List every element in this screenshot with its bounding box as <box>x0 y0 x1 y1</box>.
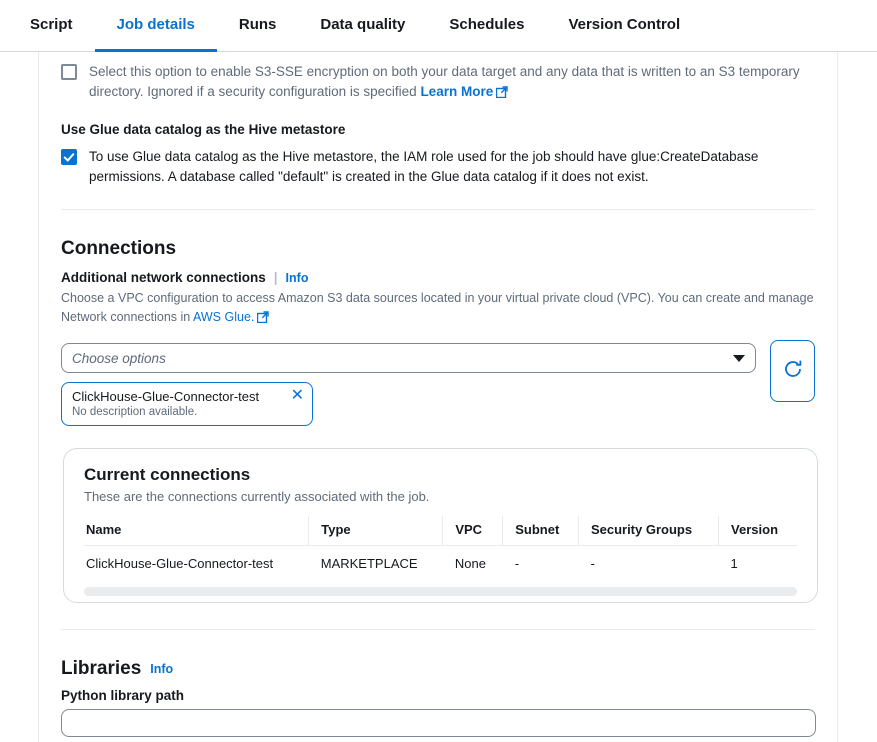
hive-metastore-text: To use Glue data catalog as the Hive metastore, the IAM role used for the job should have glue:CreateDatabase permissions. A database called "default" is created in the Glue data catalog if it does not exist. <box>89 149 759 184</box>
external-link-icon <box>257 310 269 329</box>
chevron-down-icon <box>733 355 745 362</box>
column-header-subnet: Subnet <box>503 516 579 546</box>
connections-select-placeholder: Choose options <box>72 350 166 366</box>
table-header-row <box>84 516 797 546</box>
additional-network-connections-label-row <box>61 270 815 285</box>
tab-version-control[interactable] <box>546 0 702 52</box>
column-header-type: Type <box>309 516 443 546</box>
current-connections-description: These are the connections currently associated with the job. <box>84 489 430 504</box>
section-divider-2 <box>61 629 815 630</box>
token-sublabel: No description available. <box>72 406 198 418</box>
selected-connection-token[interactable] <box>61 382 313 426</box>
job-details-page <box>0 52 877 742</box>
cell-name: ClickHouse-Glue-Connector-test <box>86 556 274 571</box>
token-label: ClickHouse-Glue-Connector-test <box>72 389 260 404</box>
horizontal-scrollbar[interactable] <box>84 587 797 596</box>
cell-subnet: - <box>514 556 520 571</box>
refresh-connections-button[interactable] <box>770 340 815 402</box>
cell-version: 1 <box>730 556 738 571</box>
connections-info-link[interactable]: Info <box>285 270 309 285</box>
hive-metastore-checkbox[interactable] <box>61 149 77 165</box>
aws-glue-link[interactable]: AWS Glue. <box>193 310 255 324</box>
cell-type: MARKETPLACE <box>320 556 418 571</box>
tab-label: Version Control <box>568 16 681 33</box>
tab-label: Job details <box>116 16 195 33</box>
close-icon[interactable]: ✕ <box>290 387 304 404</box>
column-header-vpc: VPC <box>443 516 503 546</box>
libraries-heading: Libraries <box>61 658 142 679</box>
refresh-icon <box>782 358 804 385</box>
python-library-path-input[interactable] <box>61 709 816 737</box>
libraries-heading-row <box>61 658 815 680</box>
python-library-path-label: Python library path <box>61 688 185 703</box>
column-header-security-groups: Security Groups <box>578 516 718 546</box>
section-divider <box>61 209 815 210</box>
current-connections-card <box>63 448 818 603</box>
current-connections-title: Current connections <box>84 465 251 484</box>
connections-description <box>61 289 815 329</box>
s3-sse-checkbox[interactable] <box>61 64 77 80</box>
cell-vpc: None <box>454 556 486 571</box>
connections-description-text: Choose a VPC configuration to access Amazon S3 data sources located in your virtual private cloud (VPC). You can create and manage Network connections in <box>61 291 814 324</box>
tab-script[interactable] <box>8 0 95 52</box>
table-row <box>84 546 797 584</box>
job-details-panel <box>38 52 838 742</box>
libraries-info-link[interactable]: Info <box>150 662 174 676</box>
hive-metastore-row[interactable] <box>61 137 815 187</box>
s3-sse-description: Select this option to enable S3-SSE encryption on both your data target and any data that is written to an S3 temporary directory. Ignored if a security configuration is specified <box>89 64 800 99</box>
connections-multiselect[interactable] <box>61 343 756 373</box>
tab-schedules[interactable] <box>427 0 546 52</box>
tab-label: Script <box>30 16 73 33</box>
tab-label: Data quality <box>320 16 406 33</box>
external-link-icon <box>496 84 508 104</box>
tab-data-quality[interactable] <box>298 0 427 52</box>
s3-sse-option-text <box>89 62 815 104</box>
tab-runs[interactable] <box>217 0 299 52</box>
connections-select-row <box>61 343 815 426</box>
additional-network-connections-label: Additional network connections <box>61 270 266 285</box>
cell-security-groups: - <box>590 556 595 571</box>
column-header-name: Name <box>84 516 309 546</box>
connections-heading: Connections <box>61 238 177 259</box>
tab-label: Schedules <box>449 16 525 33</box>
column-header-version: Version <box>719 516 797 546</box>
hive-metastore-heading: Use Glue data catalog as the Hive metastore <box>61 122 346 137</box>
learn-more-link[interactable]: Learn More <box>420 84 494 99</box>
s3-sse-option-row[interactable] <box>61 52 815 104</box>
current-connections-table <box>84 516 797 583</box>
tab-job-details[interactable] <box>95 0 217 52</box>
tab-bar <box>0 0 877 52</box>
tab-label: Runs <box>238 16 277 33</box>
label-separator: | <box>273 270 278 285</box>
